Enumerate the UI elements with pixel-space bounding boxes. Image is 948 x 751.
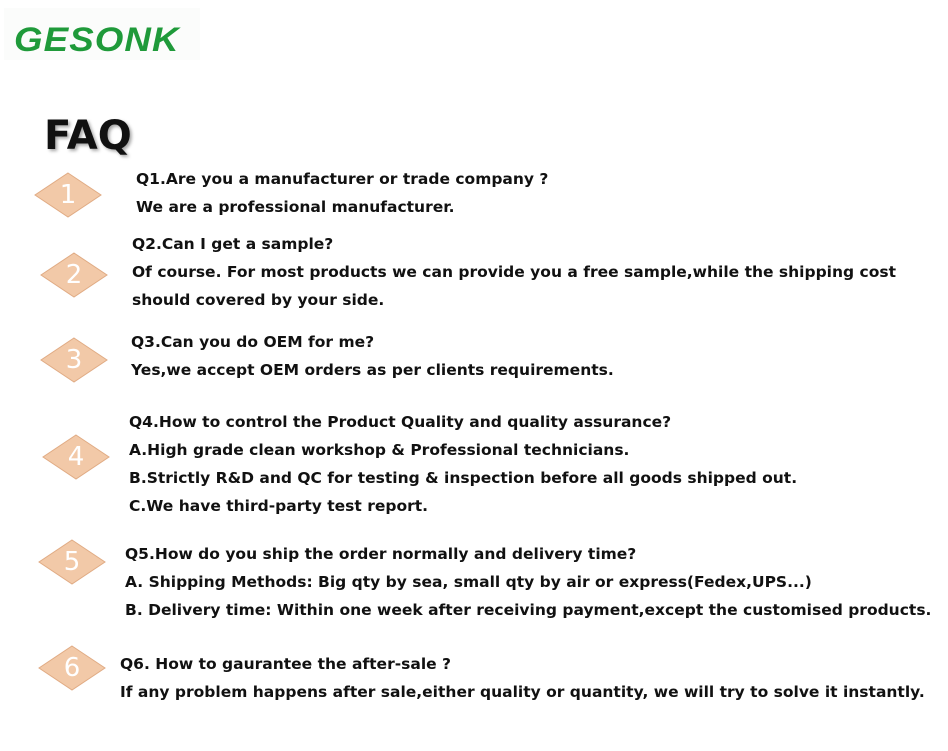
faq-item-6 — [120, 650, 925, 706]
faq-number: 3 — [65, 345, 83, 375]
faq-number: 4 — [67, 442, 85, 472]
faq-answer-line: We are a professional manufacturer. — [136, 198, 455, 216]
faq-item-2 — [132, 230, 896, 314]
faq-number-badge-1 — [34, 172, 102, 218]
faq-number-badge-4 — [42, 434, 110, 480]
faq-question: Q5.How do you ship the order normally and delivery time? — [125, 545, 637, 563]
faq-answer-line: A. Shipping Methods: Big qty by sea, small qty by air or express(Fedex,UPS...) — [125, 573, 812, 591]
page-title: FAQ — [44, 113, 132, 159]
faq-answer-line: C.We have third-party test report. — [129, 497, 429, 515]
faq-answer-line: Yes,we accept OEM orders as per clients requirements. — [131, 361, 614, 379]
faq-item-1 — [136, 165, 548, 221]
faq-number-badge-2 — [40, 252, 108, 298]
faq-answer-line: B.Strictly R&D and QC for testing & inspection before all goods shipped out. — [129, 469, 798, 487]
faq-answer-line: should covered by your side. — [132, 291, 385, 309]
faq-item-4 — [129, 408, 797, 520]
faq-question: Q2.Can I get a sample? — [132, 235, 334, 253]
faq-item-3 — [131, 328, 614, 384]
faq-answer-line: If any problem happens after sale,either quality or quantity, we will try to solve it instantly. — [120, 683, 925, 701]
faq-number-badge-5 — [38, 539, 106, 585]
faq-number: 6 — [63, 653, 81, 683]
faq-question: Q4.How to control the Product Quality and quality assurance? — [129, 413, 672, 431]
faq-number-badge-3 — [40, 337, 108, 383]
faq-answer-line: B. Delivery time: Within one week after receiving payment,except the customised products. — [125, 601, 932, 619]
brand-logo: GESONK — [14, 21, 180, 59]
faq-answer-line: Of course. For most products we can provide you a free sample,while the shipping cost — [132, 263, 896, 281]
faq-answer-line: A.High grade clean workshop & Professional technicians. — [129, 441, 630, 459]
faq-number: 5 — [63, 547, 81, 577]
faq-question: Q1.Are you a manufacturer or trade company ? — [136, 170, 549, 188]
faq-number: 1 — [59, 180, 77, 210]
faq-number: 2 — [65, 260, 83, 290]
faq-question: Q3.Can you do OEM for me? — [131, 333, 375, 351]
faq-number-badge-6 — [38, 645, 106, 691]
logo-area — [4, 8, 200, 60]
faq-item-5 — [125, 540, 931, 624]
faq-question: Q6. How to gaurantee the after-sale ? — [120, 655, 452, 673]
